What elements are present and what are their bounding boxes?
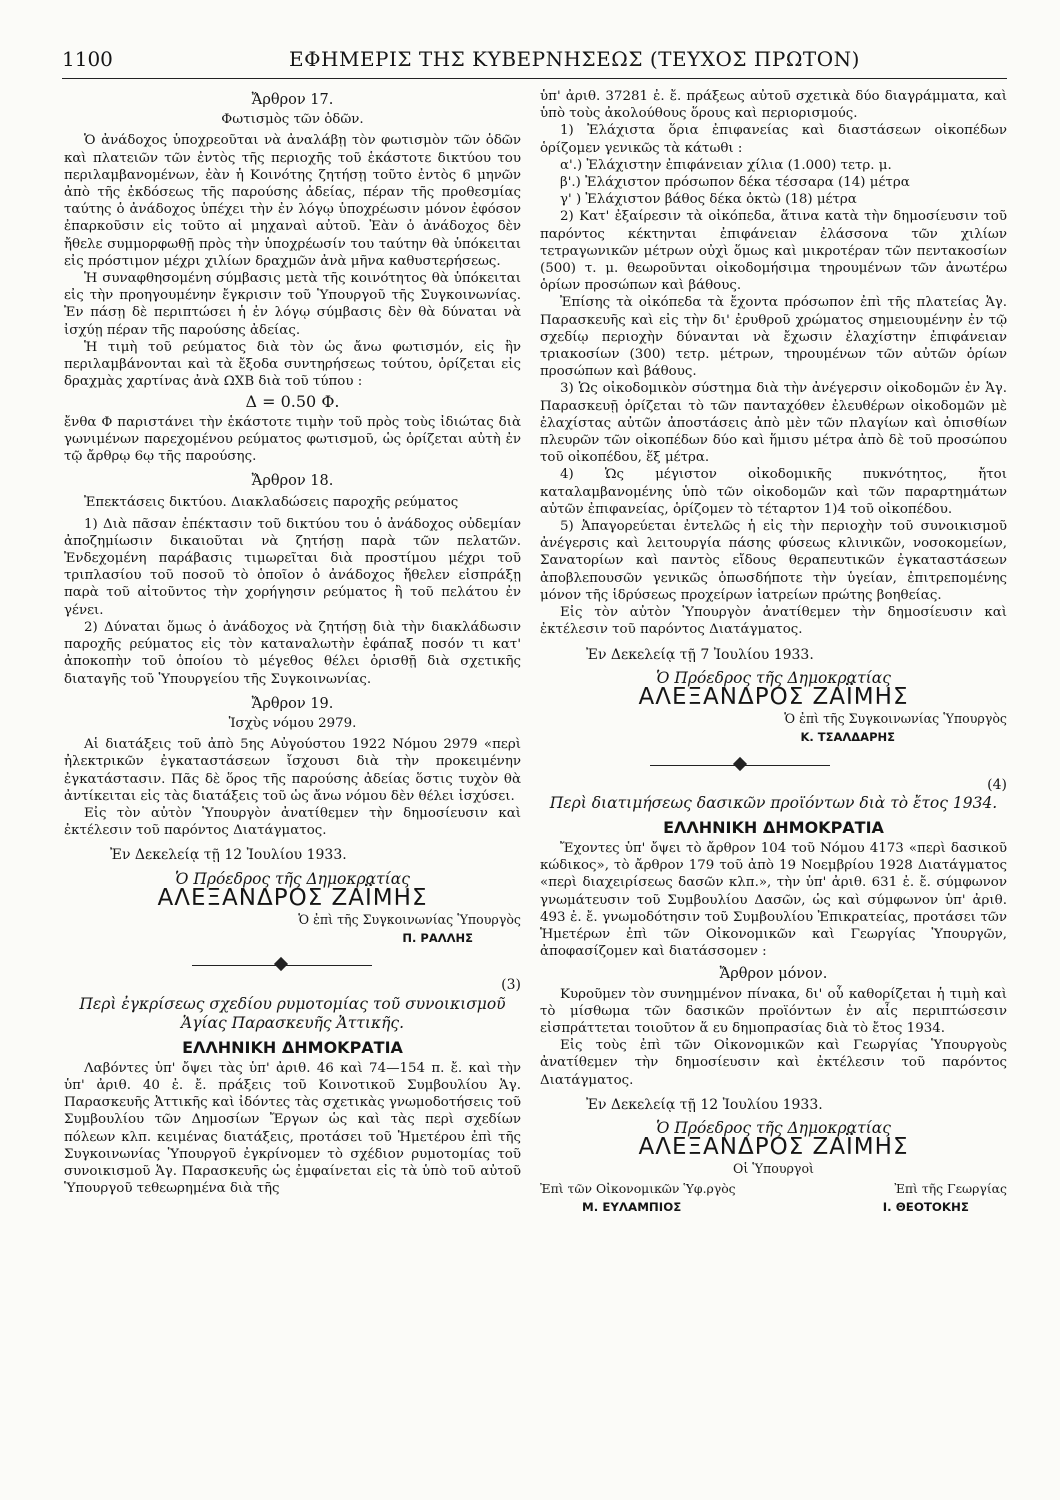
page-header bbox=[62, 44, 1007, 74]
president-name: ΑΛΕΞΑΝΔΡΟΣ ΖΑΪΜΗΣ bbox=[638, 1134, 909, 1161]
decree-title: Περὶ ἐγκρίσεως σχεδίου ρυμοτομίας τοῦ συνοικισμοῦ Ἁγίας Παρασκευῆς Ἀττικῆς. bbox=[79, 994, 506, 1032]
single-article-title: Ἄρθρον μόνον. bbox=[719, 966, 828, 983]
decree-number: (4) bbox=[987, 776, 1007, 793]
article-17-paragraph: Ἡ συναφθησομένη σύμβασις μετὰ τῆς κοινότητος θὰ ὑπόκειται εἰς τὴν προηγουμένην ἔγκρισιν τοῦ Ὑπουργοῦ τῆς Συγκοινωνίας. Ἐν πάσῃ δὲ περιπτώσει ἡ ἐν λόγῳ σύμβασις δὲν θὰ δύναται νὰ ἰσχύῃ πέραν τῆς παρούσης ἀδείας. bbox=[64, 271, 521, 338]
minister-signature: Κ. ΤΣΑΛΔΑΡΗΣ bbox=[800, 730, 895, 745]
article-17-title: Ἄρθρον 17. bbox=[251, 92, 334, 108]
section-divider bbox=[540, 755, 1007, 775]
decree-date: Ἐν Δεκελείᾳ τῇ 12 Ἰουλίου 1933. bbox=[586, 1096, 823, 1113]
decree-paragraph: Λαβόντες ὑπ' ὄψει τὰς ὑπ' ἀριθ. 46 καὶ 74—154 π. ἔ. καὶ τὴν ὑπ' ἀριθ. 40 ἐ. ἔ. πράξεις τοῦ Κοινοτικοῦ Συμβουλίου Ἁγ. Παρασκευῆς Ἀττικῆς καὶ ἰδόντες τὰς σχετικὰς γνωμοδοτήσεις τοῦ Συμβουλίου τῶν Δημοσίων Ἔργων ὡς καὶ τὰς περὶ σχεδίων πόλεων κλπ. κειμένας διατάξεις, προτάσει τοῦ Ἡμετέρου ἐπὶ τῆς Συγκοινωνίας Ὑπουργοῦ ἐγκρίνομεν τὸ σχέδιον ρυμοτομίας τοῦ συνοικισμοῦ Ἁγ. Παρασκευῆς ὡς ἐμφαίνεται εἰς τὰ ὑπὸ τοῦ αὐτοῦ Ὑπουργοῦ τεθεωρημένα διὰ τῆς bbox=[64, 1060, 521, 1197]
president-name: ΑΛΕΞΑΝΔΡΟΣ ΖΑΪΜΗΣ bbox=[638, 683, 909, 710]
decree-list-item: γ' ) Ἐλάχιστον βάθος δέκα ὀκτὼ (18) μέτρα bbox=[560, 192, 857, 208]
republic-heading: ΕΛΛΗΝΙΚΗ ΔΗΜΟΚΡΑΤΙΑ bbox=[182, 1037, 403, 1057]
article-19-title: Ἄρθρον 19. bbox=[251, 695, 334, 712]
decree-date: Ἐν Δεκελείᾳ τῇ 12 Ἰουλίου 1933. bbox=[110, 847, 347, 864]
article-19-paragraph: Εἰς τὸν αὐτὸν Ὑπουργὸν ἀνατίθεμεν τὴν δημοσίευσιν καὶ ἐκτέλεσιν τοῦ παρόντος Διατάγματος. bbox=[64, 805, 521, 839]
decree-paragraph: Κυροῦμεν τὸν συνημμένον πίνακα, δι' οὗ καθορίζεται ἡ τιμὴ καὶ τὸ μίσθωμα τῶν δασικῶν προϊόντων ἐν αἷς περιπτώσεσιν εἰσπράττεται τοιοῦτον ἅ ευ δημοπρασίας διὰ τὸ ἔτος 1934. bbox=[540, 986, 1007, 1036]
decree-paragraph: 2) Κατ' ἐξαίρεσιν τὰ οἰκόπεδα, ἅτινα κατὰ τὴν δημοσίευσιν τοῦ παρόντος κέκτηνται ἐπιφάνειαν ἐλάσσονα τῶν χιλίων τετραγωνικῶν μέτρων οὐχὶ ὅμως καὶ μικροτέραν τῶν πεντακοσίων (500) τ. μ. θεωροῦνται οἰκοδομήσιμα τηρουμένων τῶν ἀνωτέρω ὁρίων προσώπων καὶ βάθους. bbox=[540, 209, 1007, 294]
header-rule bbox=[62, 78, 1007, 79]
minister-signature: Π. ΡΑΛΛΗΣ bbox=[402, 931, 473, 946]
president-label: Ὁ Πρόεδρος τῆς Δημοκρατίας bbox=[656, 668, 891, 687]
republic-heading: ΕΛΛΗΝΙΚΗ ΔΗΜΟΚΡΑΤΙΑ bbox=[663, 817, 884, 837]
article-18-paragraph: 2) Δύναται ὅμως ὁ ἀνάδοχος νὰ ζητήσῃ διὰ τὴν διακλάδωσιν παροχῆς ρεύματος εἰς τὸν καταναλωτὴν ἐφάπαξ ποσόν τι κατ' ἀποκοπὴν τοῦ ὁποίου τὸ μέγεθος θέλει ὁρισθῇ διὰ σχετικῆς διαταγῆς τοῦ Ὑπουργείου τῆς Συγκοινωνίας. bbox=[64, 619, 521, 687]
minister-signature: Μ. ΕΥΛΑΜΠΙΟΣ bbox=[582, 1199, 682, 1214]
article-17-paragraph: Ἡ τιμὴ τοῦ ρεύματος διὰ τὸν ὡς ἄνω φωτισμόν, εἰς ἣν περιλαμβάνονται καὶ τὰ ἔξοδα συντηρήσεως τούτου, ὁρίζεται εἰς δραχμὰς χαρτίνας ἀνὰ ΩΧΒ διὰ τοῦ τύπου : bbox=[64, 339, 521, 390]
decree-paragraph: ὑπ' ἀριθ. 37281 ἐ. ἔ. πράξεως αὐτοῦ σχετικὰ δύο διαγράμματα, καὶ ὑπὸ τοὺς ἀκολούθους ὅρους καὶ περιορισμούς. bbox=[540, 89, 1007, 122]
minister-role: Ἐπὶ τῶν Οἰκονομικῶν Ὑφ.ργὸς bbox=[540, 1180, 736, 1196]
minister-role: Ἐπὶ τῆς Γεωργίας bbox=[894, 1180, 1007, 1196]
president-label: Ὁ Πρόεδρος τῆς Δημοκρατίας bbox=[656, 1118, 891, 1137]
article-18-title: Ἄρθρον 18. bbox=[251, 473, 334, 490]
article-19-paragraph: Αἱ διατάξεις τοῦ ἀπὸ 5ης Αὐγούστου 1922 Νόμου 2979 «περὶ ἠλεκτρικῶν ἐγκαταστάσεων ἴσχουσι διὰ τὴν προκειμένην ἐγκατάστασιν. Πᾶς δὲ ὅρος τῆς παρούσης ἀδείας ὅστις τυχὸν θὰ ἀντίκειται εἰς τὰς διατάξεις τοῦ ὡς ἄνω νόμου δὲν θέλει ἰσχύσει. bbox=[64, 737, 521, 804]
ministers-label: Οἱ Ὑπουργοὶ bbox=[733, 1161, 814, 1177]
decree-paragraph: Ἐπίσης τὰ οἰκόπεδα τὰ ἔχοντα πρόσωπον ἐπὶ τῆς πλατείας Ἁγ. Παρασκευῆς καὶ εἰς τὴν δι' ἐρυθροῦ χρώματος σημειουμένην ἐν τῷ σχεδίῳ περιοχὴν δύνανται νὰ ἔχωσιν ἐλαχίστην ἐπιφάνειαν τριακοσίων (300) τετρ. μέτρων, τηρουμένων τῶν αὐτῶν ὁρίων προσώπων καὶ βάθους. bbox=[540, 295, 1007, 380]
article-17-paragraph: Ὁ ἀνάδοχος ὑποχρεοῦται νὰ ἀναλάβῃ τὸν φωτισμὸν τῶν ὁδῶν καὶ πλατειῶν τῶν ἐντὸς τῆς περιοχῆς τοῦ ἑκάστοτε δικτύου του περιλαμβανομένων, ἐὰν ἡ Κοινότης ζητήσῃ τοῦτο ἐντὸς 6 μηνῶν ἀπὸ τῆς ἐκδόσεως τῆς παρούσης ἀδείας, πέραν τῆς προθεσμίας ταύτης ὁ ἀνάδοχος ὑπέχει τὴν ἐν λόγῳ ὑποχρέωσιν μόνον ἐφόσον ἐπαρκοῦσιν εἰς τοῦτο αἱ μηχαναὶ αὐτοῦ. Ἐὰν ὁ ἀνάδοχος δὲν ἤθελε συμμορφωθῇ πρὸς τὴν ὑποχρέωσίν του ταύτην θὰ ὑπόκειται εἰς πρόστιμον μέχρι χιλίων δραχμῶν ἀνὰ μῆνα καθυστερήσεως. bbox=[64, 133, 521, 269]
decree-title: Περὶ διατιμήσεως δασικῶν προϊόντων διὰ τὸ ἔτος 1934. bbox=[549, 793, 998, 812]
decree-paragraph: Εἰς τὸν αὐτὸν Ὑπουργὸν ἀνατίθεμεν τὴν δημοσίευσιν καὶ ἐκτέλεσιν τοῦ παρόντος Διατάγματος. bbox=[540, 605, 1007, 638]
article-19-subtitle: Ἰσχὺς νόμου 2979. bbox=[228, 715, 357, 731]
right-column bbox=[540, 88, 1007, 1216]
article-18-paragraph: 1) Διὰ πᾶσαν ἐπέκτασιν τοῦ δικτύου του ὁ ἀνάδοχος οὐδεμίαν ἀποζημίωσιν δικαιοῦται νὰ ζητήσῃ παρὰ τῶν πελατῶν. Ἐνδεχομένη παράβασις τιμωρεῖται διὰ προστίμου μέχρι τοῦ τριπλασίου τοῦ ποσοῦ τὸ ὁποῖον ὁ ἀνάδοχος ἤθελεν εἰσπράξῃ παρὰ τοῦ αἰτοῦντος τὴν χορήγησιν ρεύματος ἢ τοῦ πελάτου ἐν γένει. bbox=[64, 516, 521, 618]
page-number: 1100 bbox=[62, 47, 113, 71]
decree-date: Ἐν Δεκελείᾳ τῇ 7 Ἰουλίου 1933. bbox=[586, 646, 814, 663]
decree-list-item: α'.) Ἐλάχιστην ἐπιφάνειαν χίλια (1.000) τετρ. μ. bbox=[560, 157, 892, 173]
president-name: ΑΛΕΞΑΝΔΡΟΣ ΖΑΪΜΗΣ bbox=[157, 884, 428, 911]
left-column bbox=[64, 88, 521, 1197]
decree-list-item: β'.) Ἐλάχιστον πρόσωπον δέκα τέσσαρα (14) μέτρα bbox=[560, 175, 910, 191]
minister-role: Ὁ ἐπὶ τῆς Συγκοινωνίας Ὑπουργὸς bbox=[784, 711, 1007, 727]
diamond-ornament-icon bbox=[733, 756, 747, 770]
ministers-signatures bbox=[540, 1199, 1007, 1216]
price-formula: Δ = 0.50 Φ. bbox=[245, 392, 340, 412]
minister-signature: Ι. ΘΕΟΤΟΚΗΣ bbox=[882, 1199, 969, 1214]
decree-paragraph: Εἰς τοὺς ἐπὶ τῶν Οἰκονομικῶν καὶ Γεωργίας Ὑπουργοὺς ἀνατίθεμεν τὴν δημοσίευσιν καὶ ἐκτέλεσιν τοῦ παρόντος Διατάγματος. bbox=[540, 1038, 1007, 1088]
section-divider bbox=[64, 955, 521, 975]
decree-paragraph: 3) Ὡς οἰκοδομικὸν σύστημα διὰ τὴν ἀνέγερσιν οἰκοδομῶν ἐν Ἁγ. Παρασκευῇ ὁρίζεται τὸ τῶν πανταχόθεν ἐλευθέρων οἰκοδομῶν μὲ ἐλαχίστας αὐτῶν ἀποστάσεις ἀπὸ μὲν τῶν πλαγίων καὶ ὀπισθίων πλευρῶν τῶν οἰκοπέδων δύο καὶ ἥμισυ μέτρα ἀπὸ δὲ τοῦ προσώπου τοῦ οἰκοπέδου, ἕξ μέτρα. bbox=[540, 381, 1007, 466]
ministers-roles bbox=[540, 1180, 1007, 1197]
article-17-subtitle: Φωτισμὸς τῶν ὁδῶν. bbox=[221, 112, 364, 128]
decree-paragraph: 4) Ὡς μέγιστον οἰκοδομικῆς πυκνότητος, ἤτοι καταλαμβανομένης ὑπὸ τῶν οἰκοδομῶν καὶ τῶν παραρτημάτων αὐτῶν ἐπιφανείας, ὁρίζομεν τὸ τέταρτον 1)4 τοῦ οἰκοπέδου. bbox=[540, 467, 1007, 517]
gazette-title: ΕΦΗΜΕΡΙΣ ΤΗΣ ΚΥΒΕΡΝΗΣΕΩΣ (ΤΕΥΧΟΣ ΠΡΩΤΟΝ) bbox=[289, 47, 860, 71]
article-18-subtitle: Ἐπεκτάσεις δικτύου. Διακλαδώσεις παροχῆς ρεύματος bbox=[84, 495, 459, 511]
decree-paragraph: Ἔχοντες ὑπ' ὄψει τὸ ἄρθρον 104 τοῦ Νόμου 4173 «περὶ δασικοῦ κώδικος», τὸ ἄρθρον 179 τοῦ ἀπὸ 19 Νοεμβρίου 1928 Διατάγματος «περὶ διαχειρίσεως δασῶν κλπ.», τὴν ὑπ' ἀριθ. 631 ἐ. ἔ. σύμφωνον γνωμάτευσιν τοῦ Συμβουλίου Δασῶν, ὡς καὶ σύμφωνον ὑπ' ἀριθ. 493 ἐ. ἔ. γνωμοδότησιν τοῦ Συμβουλίου Ἐπικρατείας, προτάσει τῶν Ἡμετέρων ἐπὶ τῶν Οἰκονομικῶν καὶ Γεωργίας Ὑπουργῶν, ἀποφασίζομεν καὶ διατάσσομεν : bbox=[540, 840, 1007, 960]
president-label: Ὁ Πρόεδρος τῆς Δημοκρατίας bbox=[175, 869, 410, 888]
decree-paragraph: 1) Ἐλάχιστα ὅρια ἐπιφανείας καὶ διαστάσεων οἰκοπέδων ὁρίζομεν γενικῶς τὰ κάτωθι : bbox=[540, 123, 1007, 156]
decree-number: (3) bbox=[501, 977, 521, 994]
diamond-ornament-icon bbox=[274, 957, 288, 971]
decree-paragraph: 5) Ἀπαγορεύεται ἐντελῶς ἡ εἰς τὴν περιοχὴν τοῦ συνοικισμοῦ ἀνέγερσις καὶ λειτουργία πάσης φύσεως κλινικῶν, νοσοκομείων, Σανατορίων καὶ παντὸς εἴδους θεραπευτικῶν ἐγκαταστάσεων ἀποβλεπουσῶν γενικῶς ὁπωσδήποτε τὴν ὑγείαν, ἐπιτρεπομένης μόνον τῆς ἱδρύσεως προχείρων ἰατρείων πρώτης βοηθείας. bbox=[540, 519, 1007, 603]
minister-role: Ὁ ἐπὶ τῆς Συγκοινωνίας Ὑπουργὸς bbox=[298, 911, 521, 927]
article-17-paragraph: ἔνθα Φ παριστάνει τὴν ἑκάστοτε τιμὴν τοῦ πρὸς τοὺς ἰδιώτας διὰ γωνιμένων παρεχομένου ρεύματος φωτισμοῦ, ὡς ὁρίζεται αὐτὴ ἐν τῷ ἄρθρῳ 6ῳ τῆς παρούσης. bbox=[64, 414, 521, 465]
